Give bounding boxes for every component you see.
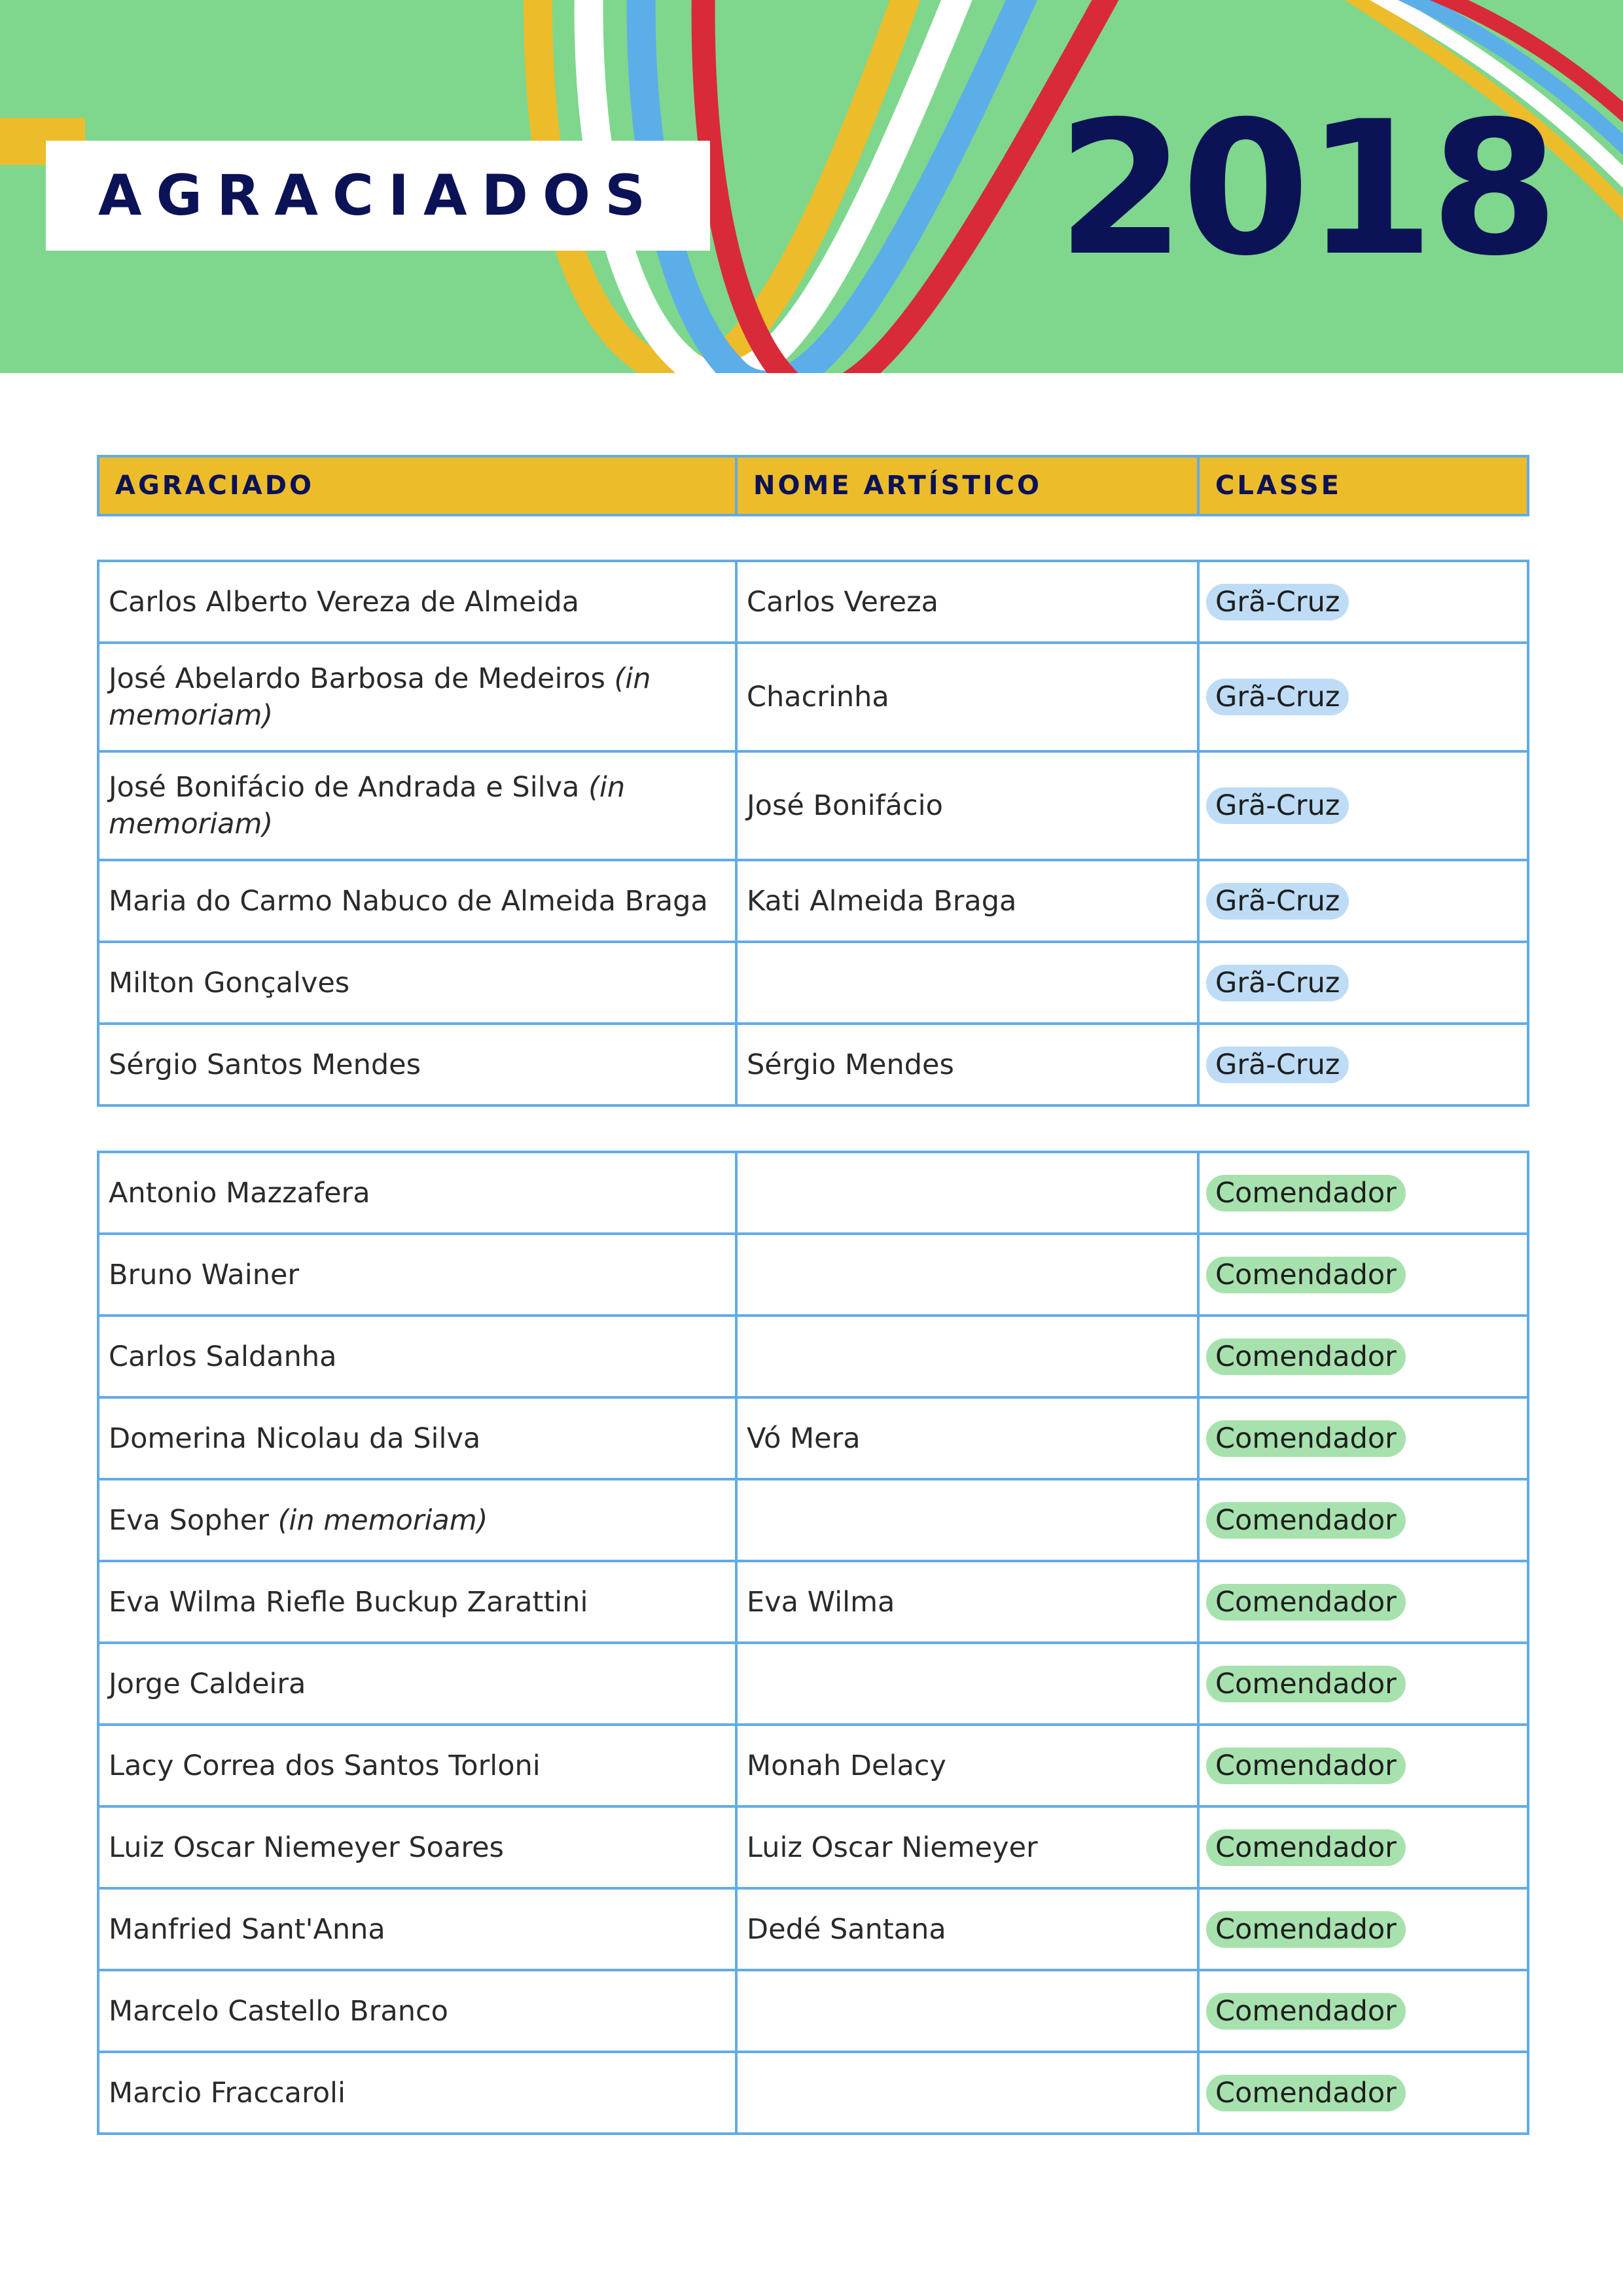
recipient-name: Antonio Mazzafera bbox=[109, 1176, 370, 1210]
recipient-name: Eva Wilma Riefle Buckup Zarattini bbox=[109, 1585, 588, 1619]
recipient-name: Carlos Saldanha bbox=[109, 1340, 337, 1373]
classe-cell bbox=[1198, 1561, 1528, 1643]
class-badge: Comendador bbox=[1206, 1666, 1406, 1702]
classe-cell bbox=[1198, 860, 1528, 942]
artistic-name-cell: Eva Wilma bbox=[736, 1561, 1198, 1643]
artistic-name-cell: Kati Almeida Braga bbox=[736, 860, 1198, 942]
table-row bbox=[98, 2052, 1528, 2134]
page-title: AGRACIADOS bbox=[98, 163, 660, 228]
artistic-name-cell: Monah Delacy bbox=[736, 1725, 1198, 1806]
table-row bbox=[98, 1970, 1528, 2052]
agraciado-cell bbox=[98, 1643, 736, 1725]
agraciado-cell bbox=[98, 643, 736, 751]
agraciado-cell bbox=[98, 860, 736, 942]
class-badge: Comendador bbox=[1206, 1257, 1406, 1293]
header-banner bbox=[0, 0, 1623, 373]
classe-cell bbox=[1198, 1024, 1528, 1105]
artistic-name-cell bbox=[736, 2052, 1198, 2134]
table-row bbox=[98, 1643, 1528, 1725]
column-header-nome-artistico: NOME ARTÍSTICO bbox=[736, 456, 1198, 515]
agraciado-cell bbox=[98, 1479, 736, 1561]
class-badge: Comendador bbox=[1206, 1748, 1406, 1784]
agraciado-cell bbox=[98, 1806, 736, 1888]
agraciado-cell bbox=[98, 1024, 736, 1105]
recipient-name: Manfried Sant'Anna bbox=[109, 1912, 385, 1946]
artistic-name-cell bbox=[736, 1152, 1198, 1234]
agraciado-cell bbox=[98, 1970, 736, 2052]
class-badge: Comendador bbox=[1206, 1911, 1406, 1948]
recipient-name: Sérgio Santos Mendes bbox=[109, 1048, 421, 1081]
recipient-name: José Bonifácio de Andrada e Silva bbox=[109, 771, 580, 804]
column-header-agraciado: AGRACIADO bbox=[98, 456, 736, 515]
classe-cell bbox=[1198, 942, 1528, 1024]
artistic-name-cell bbox=[736, 1234, 1198, 1316]
gra-cruz-table bbox=[97, 560, 1529, 1107]
artistic-name-cell: Luiz Oscar Niemeyer bbox=[736, 1806, 1198, 1888]
recipient-name: Jorge Caldeira bbox=[109, 1667, 306, 1700]
artistic-name-cell: José Bonifácio bbox=[736, 751, 1198, 860]
table-row bbox=[98, 1888, 1528, 1970]
classe-cell bbox=[1198, 751, 1528, 860]
classe-cell bbox=[1198, 1643, 1528, 1725]
classe-cell bbox=[1198, 1970, 1528, 2052]
recipient-name: Carlos Alberto Vereza de Almeida bbox=[109, 585, 580, 619]
table-row bbox=[98, 1725, 1528, 1806]
class-badge: Grã-Cruz bbox=[1206, 965, 1349, 1001]
classe-cell bbox=[1198, 1234, 1528, 1316]
class-badge: Comendador bbox=[1206, 2075, 1406, 2111]
table-row bbox=[98, 751, 1528, 860]
classe-cell bbox=[1198, 561, 1528, 643]
class-badge: Grã-Cruz bbox=[1206, 584, 1349, 620]
table-row bbox=[98, 1152, 1528, 1234]
class-badge: Comendador bbox=[1206, 1420, 1406, 1457]
recipient-name: Marcio Fraccaroli bbox=[109, 2076, 346, 2109]
artistic-name-cell: Chacrinha bbox=[736, 643, 1198, 751]
agraciado-cell bbox=[98, 1397, 736, 1479]
table-header bbox=[97, 455, 1529, 516]
table-row bbox=[98, 1806, 1528, 1888]
agraciado-cell bbox=[98, 1725, 736, 1806]
artistic-name-cell bbox=[736, 1316, 1198, 1397]
agraciado-cell bbox=[98, 1888, 736, 1970]
artistic-name-cell bbox=[736, 942, 1198, 1024]
class-badge: Comendador bbox=[1206, 1829, 1406, 1866]
table-row bbox=[98, 942, 1528, 1024]
recipient-name: José Abelardo Barbosa de Medeiros bbox=[109, 662, 605, 695]
class-badge: Comendador bbox=[1206, 1338, 1406, 1375]
classe-cell bbox=[1198, 1888, 1528, 1970]
column-header-classe: CLASSE bbox=[1198, 456, 1528, 515]
recipient-name: Eva Sopher bbox=[109, 1503, 269, 1537]
classe-cell bbox=[1198, 1152, 1528, 1234]
artistic-name-cell bbox=[736, 1479, 1198, 1561]
artistic-name-cell bbox=[736, 1643, 1198, 1725]
class-badge: Grã-Cruz bbox=[1206, 787, 1349, 824]
artistic-name-cell: Dedé Santana bbox=[736, 1888, 1198, 1970]
comendador-table bbox=[97, 1151, 1529, 2135]
recipient-name: Marcelo Castello Branco bbox=[109, 1994, 448, 2028]
agraciado-cell bbox=[98, 2052, 736, 2134]
class-badge: Comendador bbox=[1206, 1993, 1406, 2030]
classe-cell bbox=[1198, 1479, 1528, 1561]
class-badge: Comendador bbox=[1206, 1584, 1406, 1621]
table-row bbox=[98, 1024, 1528, 1105]
table-row bbox=[98, 1316, 1528, 1397]
agraciado-cell bbox=[98, 1234, 736, 1316]
in-memoriam-note: (in memoriam) bbox=[277, 1503, 488, 1537]
recipient-name: Maria do Carmo Nabuco de Almeida Braga bbox=[109, 884, 708, 918]
artistic-name-cell: Carlos Vereza bbox=[736, 561, 1198, 643]
table-row bbox=[98, 1561, 1528, 1643]
class-badge: Comendador bbox=[1206, 1502, 1406, 1539]
agraciado-cell bbox=[98, 561, 736, 643]
agraciado-cell bbox=[98, 1316, 736, 1397]
artistic-name-cell bbox=[736, 1970, 1198, 2052]
recipient-name: Luiz Oscar Niemeyer Soares bbox=[109, 1831, 504, 1864]
in-memoriam-note: (in memoriam) bbox=[109, 771, 626, 840]
in-memoriam-note: (in memoriam) bbox=[109, 662, 651, 732]
classe-cell bbox=[1198, 1806, 1528, 1888]
agraciado-cell bbox=[98, 751, 736, 860]
classe-cell bbox=[1198, 1397, 1528, 1479]
table-row bbox=[98, 860, 1528, 942]
agraciado-cell bbox=[98, 1152, 736, 1234]
artistic-name-cell: Sérgio Mendes bbox=[736, 1024, 1198, 1105]
year-heading: 2018 bbox=[1057, 81, 1555, 296]
class-badge: Grã-Cruz bbox=[1206, 883, 1349, 920]
classe-cell bbox=[1198, 1316, 1528, 1397]
recipient-name: Domerina Nicolau da Silva bbox=[109, 1422, 481, 1455]
class-badge: Grã-Cruz bbox=[1206, 679, 1349, 715]
table-row bbox=[98, 1479, 1528, 1561]
table-row bbox=[98, 561, 1528, 643]
table-row bbox=[98, 1397, 1528, 1479]
title-box bbox=[46, 141, 710, 251]
recipient-name: Milton Gonçalves bbox=[109, 966, 350, 999]
classe-cell bbox=[1198, 1725, 1528, 1806]
classe-cell bbox=[1198, 643, 1528, 751]
class-badge: Comendador bbox=[1206, 1175, 1406, 1211]
table-row bbox=[98, 1234, 1528, 1316]
table-row bbox=[98, 643, 1528, 751]
agraciado-cell bbox=[98, 942, 736, 1024]
agraciado-cell bbox=[98, 1561, 736, 1643]
artistic-name-cell: Vó Mera bbox=[736, 1397, 1198, 1479]
classe-cell bbox=[1198, 2052, 1528, 2134]
recipient-name: Lacy Correa dos Santos Torloni bbox=[109, 1749, 541, 1782]
class-badge: Grã-Cruz bbox=[1206, 1047, 1349, 1083]
recipient-name: Bruno Wainer bbox=[109, 1258, 300, 1291]
